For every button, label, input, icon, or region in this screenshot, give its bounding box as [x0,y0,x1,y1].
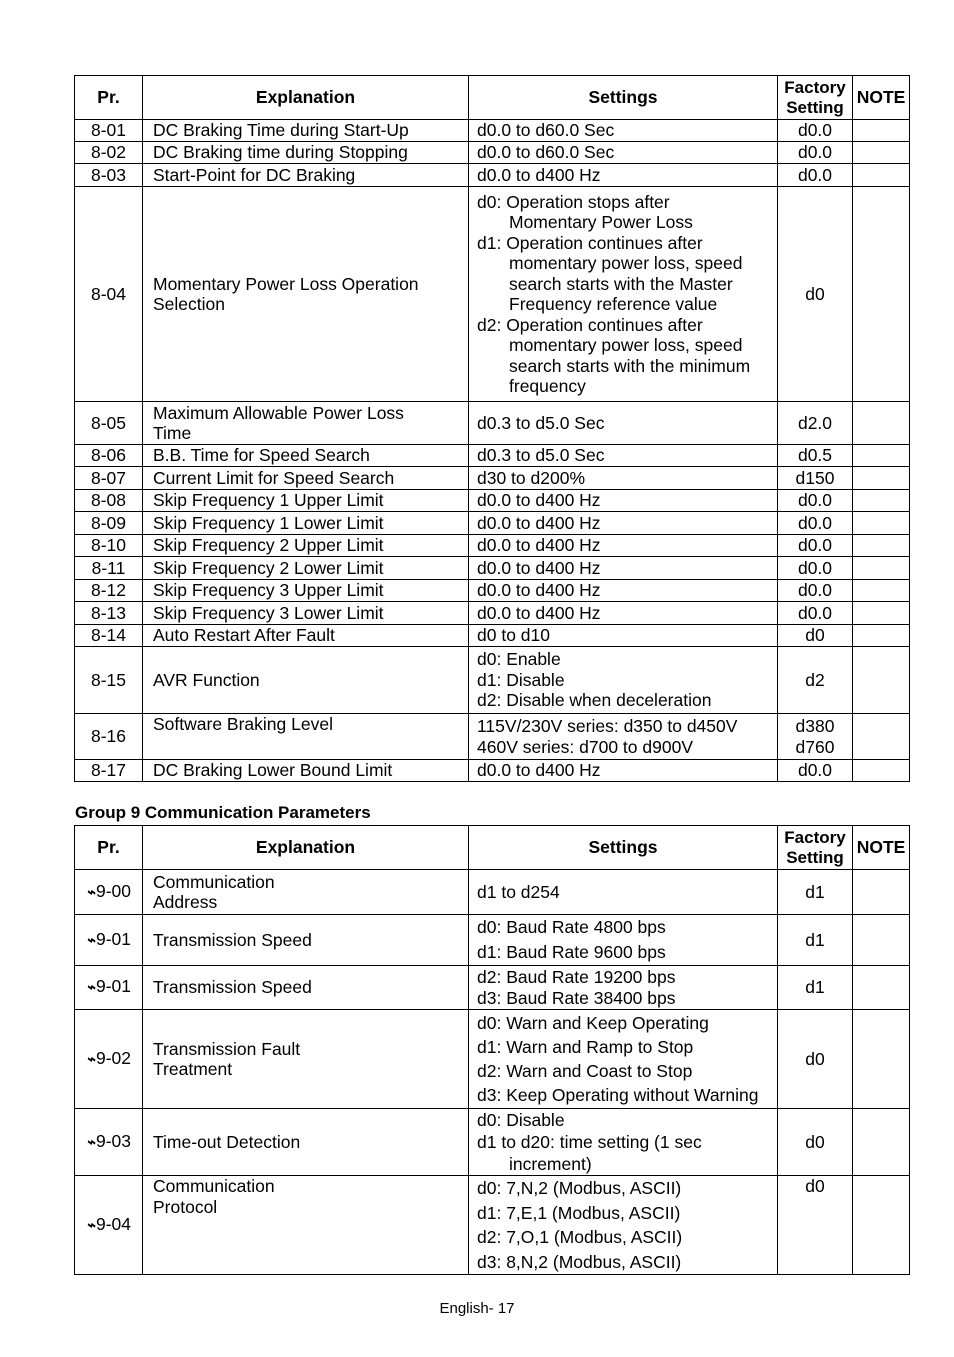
factory-setting [778,760,853,782]
explanation-line: Protocol [153,1196,218,1217]
factory-value: d0.0 [797,490,833,511]
explanation-line: Software Braking Level [153,714,333,734]
parameter-settings [469,714,778,760]
factory-setting [778,580,853,602]
table-row [75,535,910,557]
setting-line: d0.3 to d5.0 Sec [477,412,605,433]
parameter-settings [469,467,778,490]
parameter-code: 8-15 [90,669,127,690]
note-cell [853,164,910,187]
note-cell [853,580,910,602]
parameter-explanation [143,870,469,915]
parameter-code: 8-16 [90,726,127,747]
factory-value: d0.0 [797,602,833,623]
factory-value: d1 [805,881,825,902]
factory-setting [778,870,853,915]
factory-setting [778,142,853,164]
factory-label: Factory [784,827,846,847]
setting-line: Frequency reference value [509,294,718,314]
explanation-line: Skip Frequency 3 Lower Limit [153,602,384,623]
factory-setting [778,1010,853,1109]
parameter-settings [469,142,778,164]
note-cell [853,966,910,1010]
header-factory-setting [778,76,853,120]
parameter-settings [469,402,778,445]
parameter-code: 8-17 [90,760,127,781]
setting-line: d0.0 to d400 Hz [477,760,601,781]
parameter-number [75,535,143,557]
header-note: NOTE [853,826,910,870]
group9-parameter-table [74,825,910,1275]
setting-line: increment) [509,1154,592,1174]
explanation-line: Time-out Detection [153,1131,301,1152]
parameter-explanation [143,760,469,782]
note-cell [853,602,910,625]
parameter-explanation [143,1176,469,1275]
table-row [75,402,910,445]
parameter-number [75,467,143,490]
table-body [75,120,910,782]
setting-line: d0: 7,N,2 (Modbus, ASCII) [477,1178,682,1198]
parameter-number [75,1010,143,1109]
factory-setting [778,535,853,557]
factory-value: d0.0 [797,760,833,781]
table-row [75,557,910,580]
explanation-line: Time [153,423,192,443]
table-row [75,187,910,402]
note-cell [853,445,910,467]
note-cell [853,870,910,915]
explanation-line: B.B. Time for Speed Search [153,445,370,466]
table-row [75,142,910,164]
header-note: NOTE [853,76,910,120]
note-cell [853,915,910,966]
table-row [75,467,910,490]
explanation-line: Address [153,892,218,912]
explanation-line: Current Limit for Speed Search [153,467,395,488]
parameter-code: 8-03 [90,164,127,185]
note-cell [853,557,910,580]
factory-setting [778,602,853,625]
factory-setting [778,1176,853,1275]
factory-value: d0.0 [797,142,833,163]
parameter-settings [469,760,778,782]
table-row [75,512,910,535]
explanation-line: AVR Function [153,669,260,690]
pencil-icon: ⌁ [85,883,95,901]
parameter-explanation [143,915,469,966]
factory-setting [778,966,853,1010]
parameter-explanation [143,557,469,580]
table-row [75,1176,910,1275]
parameter-settings [469,966,778,1010]
factory-setting [778,164,853,187]
header-settings: Settings [469,826,778,870]
explanation-line: Communication [153,871,275,892]
group8-parameter-table [74,75,910,782]
note-cell [853,535,910,557]
table-row [75,870,910,915]
parameter-code: 8-04 [90,283,127,304]
parameter-code: 8-10 [90,535,127,556]
parameter-code: 9-03 [96,1130,132,1151]
factory-value: d150 [795,467,835,488]
header-explanation: Explanation [143,826,469,870]
note-cell [853,1109,910,1176]
setting-line: d2: Disable when deceleration [477,690,712,711]
explanation-line: Skip Frequency 1 Lower Limit [153,512,384,533]
table-row [75,915,910,966]
parameter-number [75,164,143,187]
table-row [75,647,910,714]
parameter-explanation [143,187,469,402]
table-row [75,602,910,625]
factory-setting [778,625,853,647]
table-row [75,490,910,512]
parameter-settings [469,1010,778,1109]
parameter-number [75,142,143,164]
pencil-icon: ⌁ [85,1050,95,1068]
setting-line: d0.0 to d60.0 Sec [477,142,615,163]
parameter-number [75,512,143,535]
setting-line: 115V/230V series: d350 to d450V [477,716,738,736]
setting-line: d0.0 to d400 Hz [477,580,601,601]
parameter-settings [469,1176,778,1275]
note-cell [853,1010,910,1109]
header-settings: Settings [469,76,778,120]
factory-setting [778,445,853,467]
table-row [75,760,910,782]
setting-line: d0: Disable [477,1110,565,1130]
factory-value: d380 [795,716,835,736]
setting-line: Momentary Power Loss [509,212,693,232]
parameter-number [75,714,143,760]
factory-value: d0.0 [797,164,833,185]
parameter-explanation [143,445,469,467]
parameter-number [75,1109,143,1176]
factory-value: d0.0 [797,535,833,556]
note-cell [853,714,910,760]
header-explanation: Explanation [143,76,469,120]
factory-value: d0.5 [797,445,833,466]
factory-value: d760 [795,736,835,757]
setting-line: d0.0 to d400 Hz [477,535,601,556]
table-row [75,1010,910,1109]
factory-value: d1 [805,929,825,950]
parameter-code: 8-07 [90,467,127,488]
parameter-number [75,187,143,402]
setting-line: search starts with the Master [509,273,733,294]
parameter-code: 9-01 [96,976,132,997]
table-row [75,445,910,467]
header-pr: Pr. [75,826,143,870]
setting-line: d2: 7,O,1 (Modbus, ASCII) [477,1227,683,1247]
parameter-explanation [143,647,469,714]
factory-value: d0 [805,283,825,304]
factory-value: d0.0 [797,557,833,578]
setting-line: d3: 8,N,2 (Modbus, ASCII) [477,1251,682,1272]
setting-line: d0.0 to d400 Hz [477,490,601,511]
parameter-explanation [143,1010,469,1109]
explanation-line: DC Braking time during Stopping [153,142,408,163]
parameter-explanation [143,120,469,142]
factory-setting [778,120,853,142]
setting-line: d0.0 to d400 Hz [477,164,601,185]
factory-value: d0 [805,1048,825,1069]
parameter-code: 8-14 [90,625,127,646]
explanation-line: Skip Frequency 2 Upper Limit [153,535,384,556]
explanation-line: Skip Frequency 2 Lower Limit [153,557,384,578]
factory-setting [778,915,853,966]
parameter-settings [469,915,778,966]
setting-line: d0.0 to d400 Hz [477,557,601,578]
table-row [75,966,910,1010]
setting-line: momentary power loss, speed [509,253,743,273]
setting-line: d0.0 to d400 Hz [477,602,601,623]
note-cell [853,490,910,512]
note-cell [853,1176,910,1275]
factory-value: d1 [805,977,825,998]
explanation-line: Communication [153,1176,275,1196]
table-body [75,870,910,1275]
note-cell [853,142,910,164]
factory-setting [778,714,853,760]
setting-line: d0: Enable [477,649,561,670]
setting-line: d0: Warn and Keep Operating [477,1013,709,1033]
factory-setting [778,467,853,490]
parameter-number [75,647,143,714]
parameter-settings [469,187,778,402]
parameter-settings [469,647,778,714]
parameter-explanation [143,535,469,557]
pencil-icon: ⌁ [85,1133,95,1151]
factory-value: d2 [805,669,825,690]
setting-line: d0: Operation stops after [477,191,670,212]
factory-value: d0.0 [797,580,833,601]
table-row [75,714,910,760]
setting-line: d1: Disable [477,669,565,690]
setting-line: d2: Warn and Coast to Stop [477,1061,693,1081]
parameter-settings [469,490,778,512]
pencil-icon: ⌁ [85,979,95,997]
setting-line: d1 to d254 [477,881,560,902]
parameter-code: 9-00 [96,880,132,901]
setting-line: 460V series: d700 to d900V [477,736,693,757]
parameter-number [75,580,143,602]
setting-line: d0: Baud Rate 4800 bps [477,917,666,937]
factory-value: d0 [805,1176,825,1196]
explanation-line: Treatment [153,1059,233,1079]
parameter-number [75,915,143,966]
table-row [75,580,910,602]
parameter-number [75,445,143,467]
parameter-number [75,625,143,647]
factory-label: Factory [784,77,846,97]
parameter-code: 9-04 [96,1213,132,1234]
note-cell [853,120,910,142]
explanation-line: DC Braking Time during Start-Up [153,120,409,141]
setting-label: Setting [786,847,844,867]
factory-setting [778,187,853,402]
factory-setting [778,512,853,535]
setting-line: d1: Baud Rate 9600 bps [477,942,666,962]
parameter-settings [469,1109,778,1176]
setting-line: d1: Operation continues after [477,232,703,253]
setting-line: d3: Baud Rate 38400 bps [477,987,676,1008]
explanation-line: Transmission Speed [153,929,312,950]
parameter-code: 8-13 [90,602,127,623]
parameter-explanation [143,966,469,1010]
table-row [75,164,910,187]
parameter-code: 8-02 [90,142,127,163]
pencil-icon: ⌁ [85,931,95,949]
setting-label: Setting [786,97,844,117]
factory-value: d0 [805,625,825,646]
parameter-explanation [143,625,469,647]
factory-value: d0.0 [797,512,833,533]
parameter-settings [469,602,778,625]
parameter-explanation [143,402,469,445]
explanation-line: Skip Frequency 1 Upper Limit [153,490,384,511]
setting-line: d0.0 to d400 Hz [477,512,601,533]
setting-line: d2: Operation continues after [477,314,703,335]
note-cell [853,625,910,647]
setting-line: d0 to d10 [477,625,550,646]
parameter-code: 8-09 [90,512,127,533]
setting-line: search starts with the minimum [509,355,751,376]
factory-value: d0.0 [797,120,833,141]
explanation-line: Maximum Allowable Power Loss [153,402,404,423]
factory-setting [778,490,853,512]
parameter-number [75,1176,143,1275]
parameter-explanation [143,602,469,625]
setting-line: d1: 7,E,1 (Modbus, ASCII) [477,1202,681,1223]
factory-setting [778,647,853,714]
setting-line: d1 to d20: time setting (1 sec [477,1132,702,1152]
setting-line: frequency [509,376,586,396]
parameter-number [75,602,143,625]
parameter-explanation [143,467,469,490]
parameter-settings [469,870,778,915]
factory-setting [778,402,853,445]
explanation-line: Start-Point for DC Braking [153,164,356,185]
parameter-settings [469,164,778,187]
setting-line: d2: Baud Rate 19200 bps [477,967,676,987]
note-cell [853,647,910,714]
parameter-settings [469,445,778,467]
parameter-explanation [143,490,469,512]
parameter-settings [469,625,778,647]
parameter-settings [469,557,778,580]
note-cell [853,760,910,782]
parameter-number [75,402,143,445]
factory-value: d0 [805,1131,825,1152]
parameter-number [75,966,143,1010]
parameter-code: 8-12 [90,580,127,601]
parameter-settings [469,512,778,535]
parameter-code: 8-05 [90,412,127,433]
table-row [75,120,910,142]
parameter-code: 8-06 [90,445,127,466]
header-factory-setting [778,826,853,870]
parameter-number [75,760,143,782]
setting-line: momentary power loss, speed [509,335,743,355]
page-footer: English- 17 [439,1300,515,1317]
parameter-explanation [143,142,469,164]
factory-setting [778,1109,853,1176]
note-cell [853,512,910,535]
factory-setting [778,557,853,580]
group-title: Group 9 Communication Parameters [75,803,371,822]
parameter-explanation [143,164,469,187]
explanation-line: Auto Restart After Fault [153,625,335,646]
parameter-code: 8-01 [90,120,127,141]
table-row [75,625,910,647]
parameter-number [75,557,143,580]
note-cell [853,187,910,402]
parameter-code: 9-02 [96,1047,132,1068]
pencil-icon: ⌁ [85,1216,95,1234]
parameter-settings [469,580,778,602]
note-cell [853,402,910,445]
explanation-line: DC Braking Lower Bound Limit [153,760,393,781]
note-cell [853,467,910,490]
parameter-settings [469,120,778,142]
setting-line: d1: Warn and Ramp to Stop [477,1037,694,1057]
parameter-explanation [143,512,469,535]
parameter-code: 8-11 [91,557,126,578]
parameter-explanation [143,1109,469,1176]
explanation-line: Momentary Power Loss Operation [153,273,419,294]
parameter-settings [469,535,778,557]
parameter-explanation [143,714,469,760]
parameter-number [75,870,143,915]
parameter-explanation [143,580,469,602]
parameter-code: 8-08 [90,490,127,511]
table-row [75,1109,910,1176]
explanation-line: Selection [153,294,225,314]
parameter-number [75,120,143,142]
setting-line: d3: Keep Operating without Warning [477,1085,759,1105]
setting-line: d0.0 to d60.0 Sec [477,120,615,141]
setting-line: d0.3 to d5.0 Sec [477,445,605,466]
factory-value: d2.0 [797,412,833,433]
parameter-number [75,490,143,512]
explanation-line: Skip Frequency 3 Upper Limit [153,580,384,601]
parameter-code: 9-01 [96,928,132,949]
explanation-line: Transmission Speed [153,977,312,998]
setting-line: d30 to d200% [477,467,586,488]
header-pr: Pr. [75,76,143,120]
explanation-line: Transmission Fault [153,1038,301,1059]
